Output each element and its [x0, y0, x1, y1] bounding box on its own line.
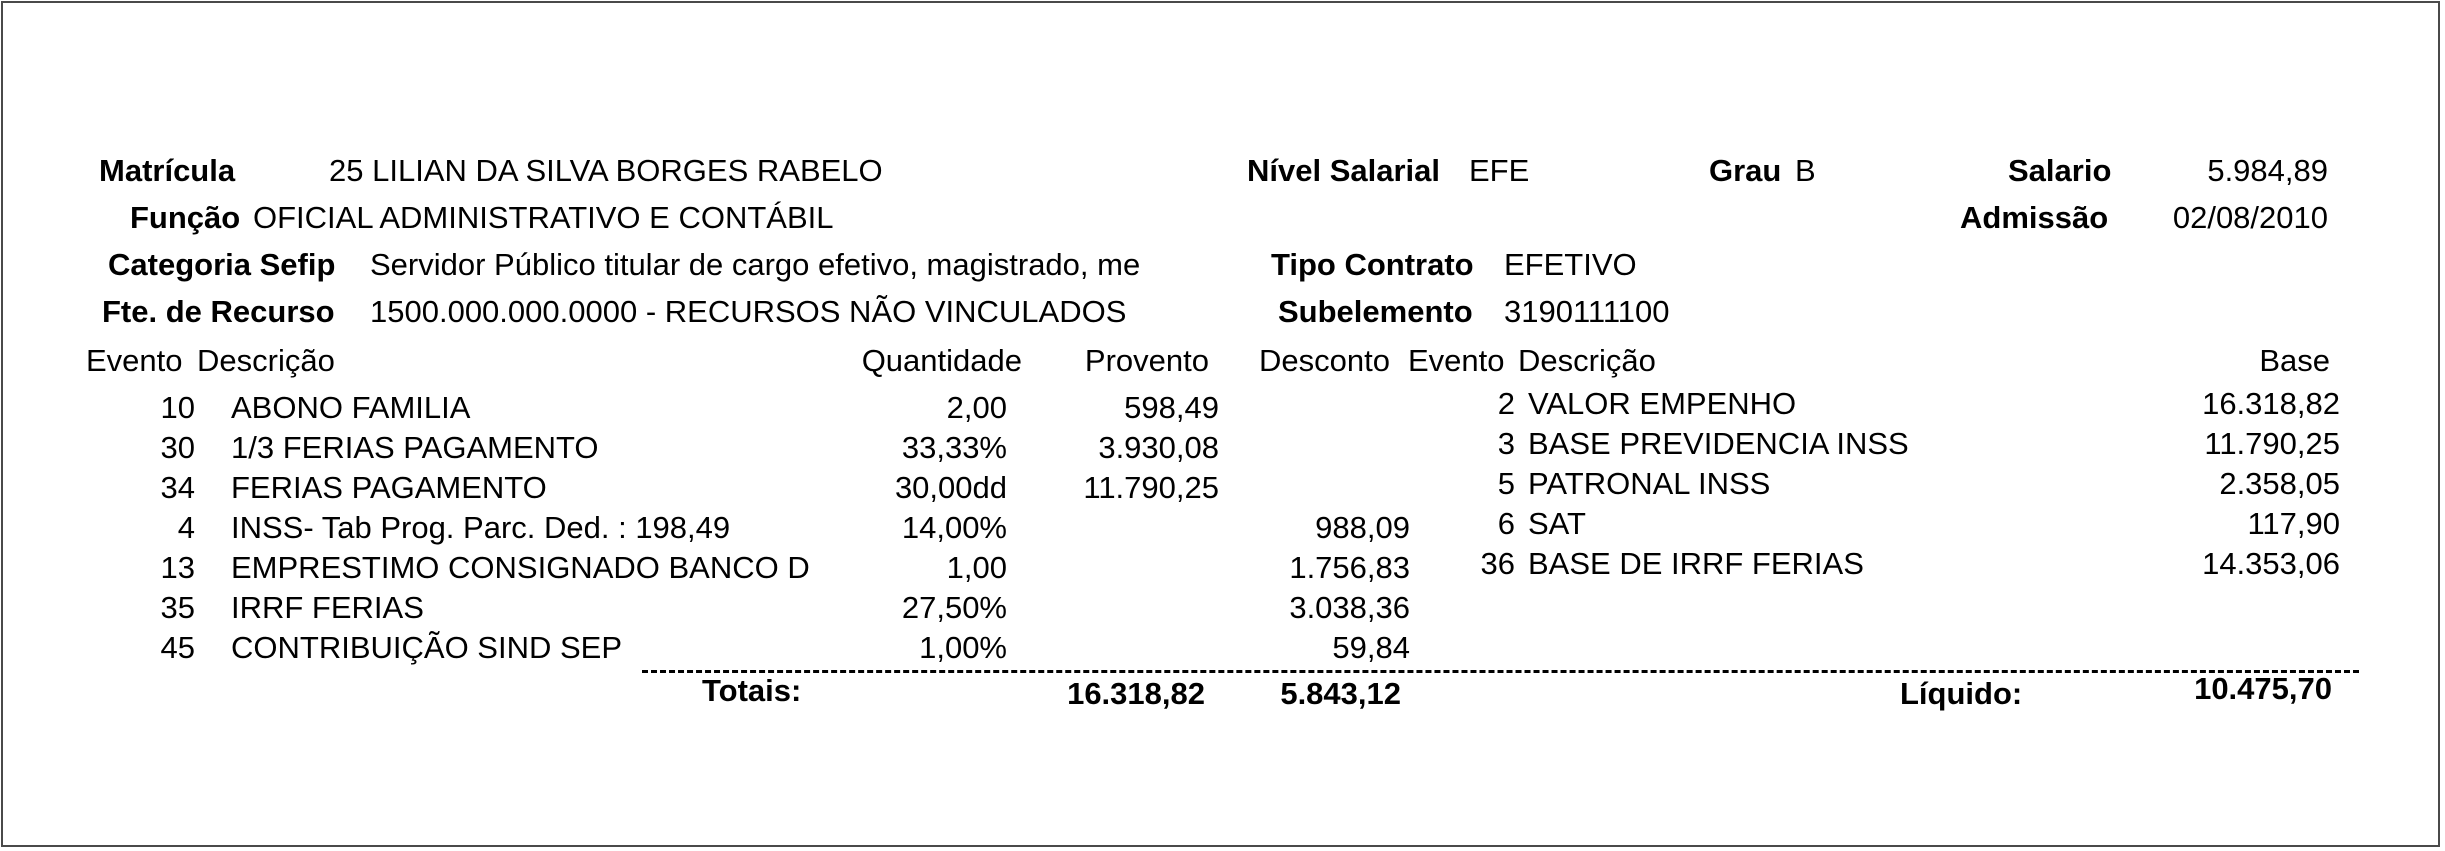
liquido-value: 10.475,70 — [2194, 671, 2332, 706]
tipo-contrato-label: Tipo Contrato — [1271, 247, 1474, 282]
event-description: CONTRIBUIÇÃO SIND SEP — [231, 630, 622, 665]
event-code: 4 — [177, 510, 195, 545]
event-provento: 598,49 — [1124, 390, 1219, 425]
event-code: 34 — [160, 470, 195, 505]
base-code: 3 — [1497, 426, 1515, 461]
salario-value: 5.984,89 — [2207, 153, 2328, 188]
event-quantity: 27,50% — [901, 590, 1007, 625]
funcao-value: OFICIAL ADMINISTRATIVO E CONTÁBIL — [253, 200, 834, 235]
event-quantity: 1,00% — [919, 630, 1007, 665]
event-description: FERIAS PAGAMENTO — [231, 470, 547, 505]
grau-value: B — [1795, 153, 1816, 188]
fonte-recurso-value: 1500.000.000.0000 - RECURSOS NÃO VINCULADOS — [370, 294, 1127, 329]
event-code: 30 — [160, 430, 195, 465]
funcao-label: Função — [130, 200, 241, 235]
event-quantity: 33,33% — [901, 430, 1007, 465]
base-code: 5 — [1497, 466, 1515, 501]
base-value: 16.318,82 — [2202, 386, 2340, 421]
col-base: Base — [2259, 343, 2330, 378]
event-quantity: 1,00 — [946, 550, 1007, 585]
event-provento: 11.790,25 — [1083, 470, 1219, 505]
event-quantity: 30,00dd — [894, 470, 1007, 505]
admissao-value: 02/08/2010 — [2172, 200, 2328, 235]
base-code: 2 — [1497, 386, 1515, 421]
nivel-salarial-value: EFE — [1469, 153, 1530, 188]
event-code: 35 — [160, 590, 195, 625]
event-quantity: 2,00 — [946, 390, 1007, 425]
col-descricao-base: Descrição — [1518, 343, 1656, 378]
base-description: SAT — [1528, 506, 1586, 541]
event-description: IRRF FERIAS — [231, 590, 424, 625]
event-code: 45 — [160, 630, 195, 665]
col-evento: Evento — [86, 343, 183, 378]
base-value: 2.358,05 — [2219, 466, 2340, 501]
col-desconto: Desconto — [1259, 343, 1390, 378]
event-quantity: 14,00% — [901, 510, 1007, 545]
event-code: 13 — [160, 550, 195, 585]
base-value: 14.353,06 — [2202, 546, 2340, 581]
event-description: EMPRESTIMO CONSIGNADO BANCO D — [231, 550, 810, 585]
provento-total: 16.318,82 — [1067, 676, 1205, 711]
base-description: VALOR EMPENHO — [1528, 386, 1797, 421]
matricula-value: 25 LILIAN DA SILVA BORGES RABELO — [329, 153, 883, 188]
subelemento-value: 3190111100 — [1504, 294, 1670, 329]
event-desconto: 3.038,36 — [1289, 590, 1410, 625]
base-description: PATRONAL INSS — [1528, 466, 1771, 501]
liquido-label: Líquido: — [1900, 676, 2023, 711]
col-quantidade: Quantidade — [861, 343, 1022, 378]
event-desconto: 1.756,83 — [1289, 550, 1410, 585]
totais-label: Totais: — [702, 673, 802, 708]
categoria-sefip-label: Categoria Sefip — [108, 247, 336, 282]
event-description: ABONO FAMILIA — [231, 390, 471, 425]
base-description: BASE PREVIDENCIA INSS — [1528, 426, 1909, 461]
base-description: BASE DE IRRF FERIAS — [1528, 546, 1864, 581]
desconto-total: 5.843,12 — [1280, 676, 1401, 711]
col-descricao: Descrição — [197, 343, 335, 378]
categoria-sefip-value: Servidor Público titular de cargo efetivo, magistrado, me — [370, 247, 1141, 282]
event-desconto: 988,09 — [1315, 510, 1410, 545]
admissao-label: Admissão — [1960, 200, 2109, 235]
col-evento-base: Evento — [1408, 343, 1505, 378]
base-code: 6 — [1497, 506, 1515, 541]
base-value: 117,90 — [2247, 506, 2340, 541]
event-description: INSS- Tab Prog. Parc. Ded. : 198,49 — [231, 510, 731, 545]
event-code: 10 — [160, 390, 195, 425]
tipo-contrato-value: EFETIVO — [1504, 247, 1637, 282]
base-code: 36 — [1480, 546, 1515, 581]
subelemento-label: Subelemento — [1278, 294, 1473, 329]
fonte-recurso-label: Fte. de Recurso — [102, 294, 335, 329]
col-provento: Provento — [1084, 343, 1209, 378]
event-provento: 3.930,08 — [1098, 430, 1219, 465]
event-description: 1/3 FERIAS PAGAMENTO — [231, 430, 599, 465]
grau-label: Grau — [1709, 153, 1782, 188]
salario-label: Salario — [2008, 153, 2112, 188]
base-value: 11.790,25 — [2204, 426, 2340, 461]
event-desconto: 59,84 — [1332, 630, 1410, 665]
matricula-label: Matrícula — [99, 153, 236, 188]
nivel-salarial-label: Nível Salarial — [1247, 153, 1441, 188]
